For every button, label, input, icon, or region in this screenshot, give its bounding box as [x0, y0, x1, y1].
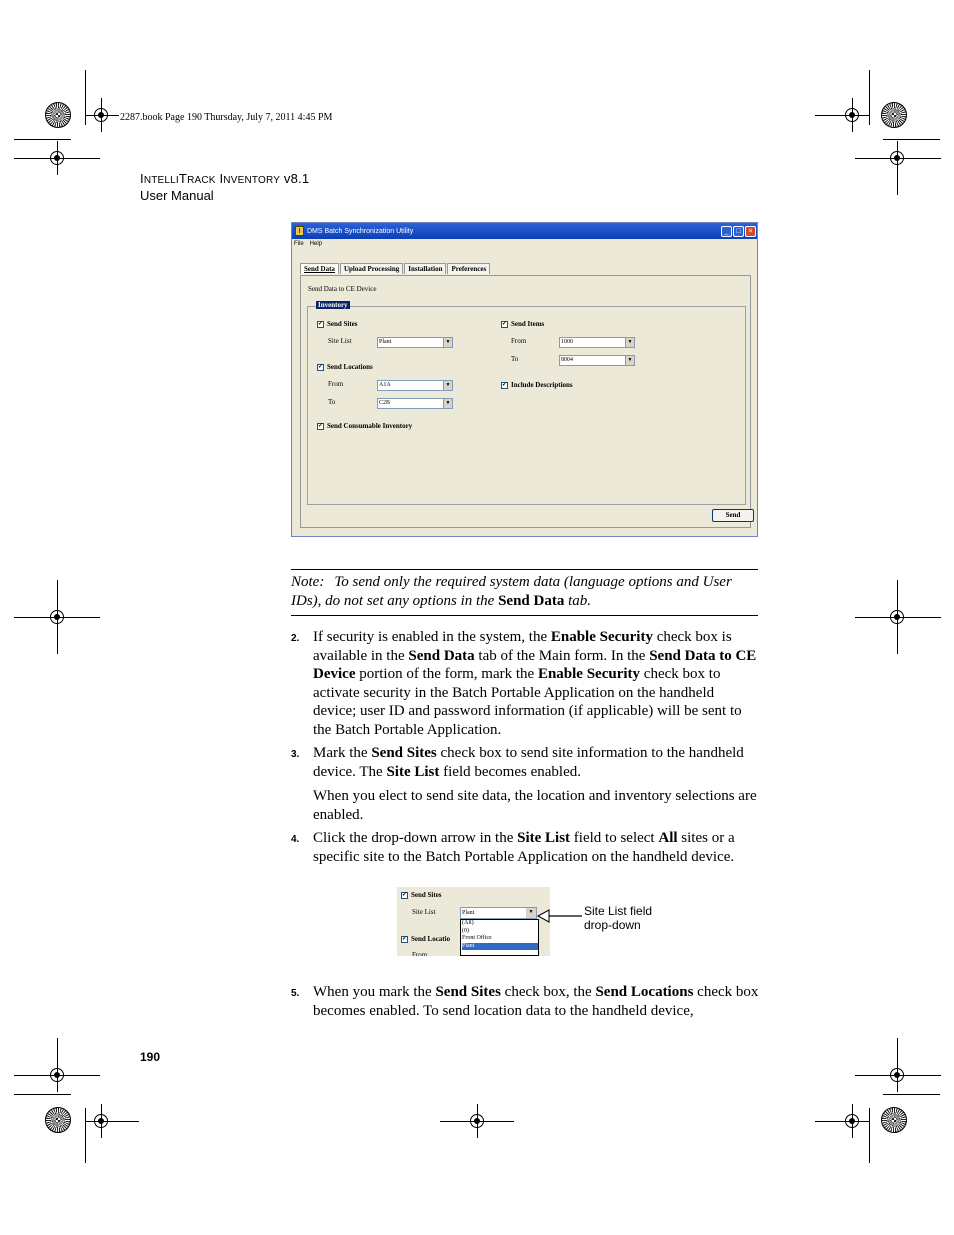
item-to-label: To	[511, 355, 519, 363]
step-3	[291, 744, 759, 781]
option-0[interactable]: (0)	[462, 927, 469, 934]
step-number: 3.	[291, 749, 300, 760]
dropdown-arrow-icon[interactable]: ▼	[526, 908, 536, 918]
site-list-label: Site List	[328, 337, 352, 345]
tab-preferences[interactable]: Preferences	[447, 263, 490, 274]
step-2	[291, 628, 759, 740]
emphasis-term: Send Data	[408, 647, 475, 664]
text-run: field to select	[570, 830, 659, 846]
send-button[interactable]: Send	[712, 509, 754, 522]
mini-site-list-label: Site List	[412, 908, 436, 916]
text-run: If security is enabled in the system, the	[313, 629, 551, 645]
step-4	[291, 829, 759, 866]
text-run: check box to send site information to the handheld device. The	[313, 745, 744, 780]
window-titlebar	[292, 223, 757, 239]
running-header-title: INTELLITRACK INVENTORY v8.1	[140, 171, 310, 186]
emphasis-term: Send Data to CE Device	[313, 647, 757, 683]
step-number: 4.	[291, 834, 300, 845]
option-plant[interactable]: Plant	[462, 943, 538, 951]
emphasis-term: Send Sites	[371, 745, 437, 761]
mini-send-sites-checkbox[interactable]: ✓ Send Sites	[402, 891, 442, 899]
emphasis-term: Site List	[517, 830, 571, 846]
emphasis-term: Send Sites	[435, 984, 501, 1000]
step-text	[313, 744, 759, 781]
checkbox-icon: ✓	[402, 935, 408, 942]
step-text	[313, 983, 759, 1020]
item-from-label: From	[511, 337, 527, 345]
app-screenshot	[291, 222, 758, 537]
option-front-office[interactable]: Front Office	[462, 935, 492, 941]
group-label: Inventory	[318, 301, 348, 309]
send-data-panel	[300, 275, 751, 528]
menu-help[interactable]: Help	[309, 241, 323, 247]
dropdown-arrow-icon[interactable]: ▼	[443, 338, 452, 347]
tab-strip	[300, 263, 491, 274]
location-to-dropdown[interactable]: C2B ▼	[377, 398, 453, 409]
emphasis-term: All	[658, 830, 678, 846]
page-number: 190	[140, 1050, 161, 1064]
location-to-label: To	[328, 398, 336, 406]
note-box: Note: To send only the required system data (language options and User IDs), do not set any options in the Send Data tab.	[291, 569, 758, 616]
step-number: 2.	[291, 633, 300, 644]
site-list-options	[460, 919, 539, 956]
checkbox-icon: ✓	[318, 422, 324, 429]
checkbox-icon: ✓	[318, 320, 324, 327]
menu-bar	[292, 239, 757, 249]
emphasis-term: Enable Security	[550, 629, 653, 645]
step-text	[313, 829, 759, 866]
emphasis-term: Site List	[386, 763, 440, 780]
step-5	[291, 983, 759, 1020]
tab-send-data[interactable]: Send Data	[300, 263, 339, 274]
text-run: When you mark the	[313, 984, 436, 1000]
print-slug: 2287.book Page 190 Thursday, July 7, 2011 4:45 PM	[120, 112, 333, 123]
text-run: field becomes enabled.	[439, 763, 581, 780]
checkbox-icon: ✓	[502, 320, 508, 327]
site-list-dropdown[interactable]: Plant ▼	[377, 337, 453, 348]
emphasis-term: Enable Security	[537, 666, 641, 683]
item-to-dropdown[interactable]: 8004 ▼	[559, 355, 635, 366]
text-run: check box to activate security in the Batch Portable Application on the handheld device; user ID and password information (if applicable) will be sent to the Batch Portable Application.	[313, 666, 742, 738]
text-run: Mark the	[313, 745, 372, 761]
minimize-icon[interactable]: _	[721, 226, 732, 237]
text-run: portion of the form, mark the	[355, 666, 538, 683]
close-icon[interactable]: ×	[745, 226, 756, 237]
send-consumable-checkbox[interactable]: ✓ Send Consumable Inventory	[318, 422, 413, 430]
step-number: 5.	[291, 988, 300, 999]
text-run: Click the drop-down arrow in the	[313, 830, 518, 846]
inventory-group	[307, 301, 746, 505]
step-text	[313, 628, 759, 740]
text-run: check box, the	[500, 984, 596, 1000]
location-from-dropdown[interactable]: A1A ▼	[377, 380, 453, 391]
checkbox-icon: ✓	[402, 891, 408, 898]
mini-send-locations-checkbox[interactable]: ✓ Send Locatio	[402, 935, 451, 943]
window-title: DMS Batch Synchronization Utility	[307, 227, 414, 235]
send-items-checkbox[interactable]: ✓ Send Items	[502, 320, 545, 328]
checkbox-icon: ✓	[318, 363, 324, 370]
dropdown-arrow-icon[interactable]: ▼	[625, 356, 634, 365]
callout-arrow-icon	[536, 906, 584, 928]
step-3-paragraph: When you elect to send site data, the location and inventory selections are enabled.	[313, 788, 757, 823]
tab-upload-processing[interactable]: Upload Processing	[340, 263, 403, 274]
checkbox-icon: ✓	[502, 381, 508, 388]
note-label: Note:	[291, 574, 325, 590]
panel-title: Send Data to CE Device	[308, 285, 377, 293]
tab-installation[interactable]: Installation	[404, 263, 446, 274]
menu-file[interactable]: File	[294, 241, 304, 247]
option-all[interactable]: (All)	[462, 920, 474, 926]
dropdown-arrow-icon[interactable]: ▼	[443, 381, 452, 390]
item-from-dropdown[interactable]: 1000 ▼	[559, 337, 635, 348]
text-run: sites or a specific site to the Batch Portable Application on the handheld device.	[313, 830, 735, 865]
running-header-subtitle: User Manual	[140, 188, 214, 203]
dropdown-arrow-icon[interactable]: ▼	[443, 399, 452, 408]
text-run: tab of the Main form. In the	[474, 647, 650, 664]
send-locations-checkbox[interactable]: ✓ Send Locations	[318, 363, 373, 371]
site-list-screenshot	[397, 887, 550, 956]
text-run: check box is available in the	[313, 629, 732, 664]
app-icon: I	[295, 226, 304, 236]
text-run: check box becomes enabled. To send location data to the handheld device,	[313, 984, 759, 1019]
mini-from-label: From	[412, 951, 428, 956]
emphasis-term: Send Locations	[595, 984, 694, 1000]
dropdown-arrow-icon[interactable]: ▼	[625, 338, 634, 347]
maximize-icon[interactable]: □	[733, 226, 744, 237]
include-descriptions-checkbox[interactable]: ✓ Include Descriptions	[502, 381, 573, 389]
location-from-label: From	[328, 380, 344, 388]
mini-site-list-dropdown[interactable]: Plant ▼	[460, 907, 537, 919]
callout-label: Site List field drop-down	[584, 904, 653, 932]
send-sites-checkbox[interactable]: ✓ Send Sites	[318, 320, 358, 328]
